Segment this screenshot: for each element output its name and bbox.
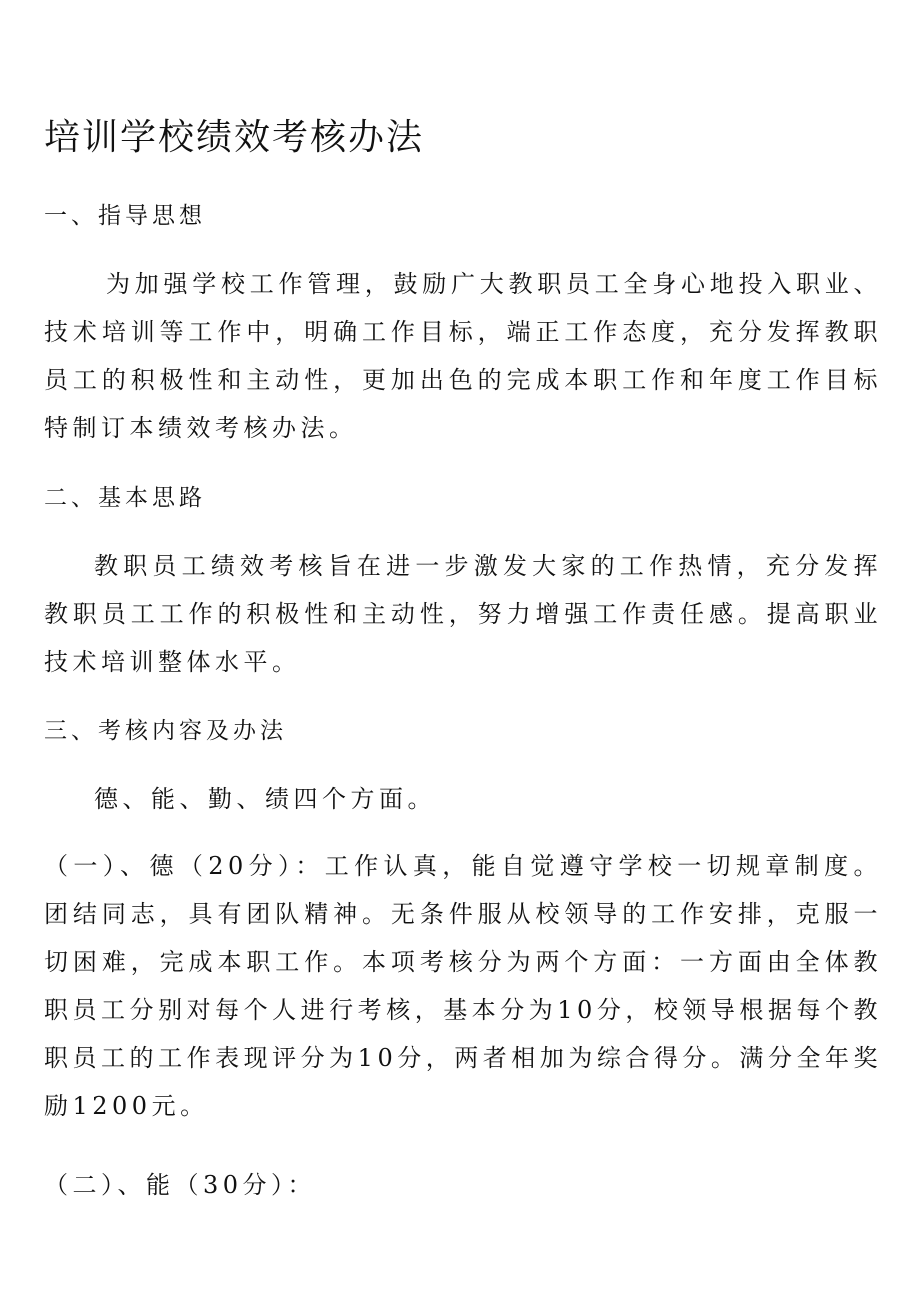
assessment-intro: 德、能、勤、绩四个方面。 [94,785,436,813]
assessment-item-ability: （二）、能（30分）： [44,1171,317,1199]
assessment-item-morality: （一）、德（20分）：工作认真，能自觉遵守学校一切规章制度。团结同志，具有团队精神。无条件服从校领导的工作安排，克服一切困难，完成本职工作。本项考核分为两个方面：一方面由全体教职员工分别对每个人进行考核，基本分为10分，校领导根据每个教职员工的工作表现评分为10分，两者相加为综合得分。满分全年奖励1200元。 [44,852,882,1120]
section-heading-basic-approach: 二、基本思路 [44,485,206,511]
section-heading-assessment: 三、考核内容及办法 [44,718,287,744]
document-title: 培训学校绩效考核办法 [44,117,425,158]
section-paragraph-basic-approach: 教职员工绩效考核旨在进一步激发大家的工作热情，充分发挥教职员工工作的积极性和主动性，努力增强工作责任感。提高职业技术培训整体水平。 [44,552,882,676]
section-paragraph-guiding-ideology: 为加强学校工作管理，鼓励广大教职员工全身心地投入职业、技术培训等工作中，明确工作目标，端正工作态度，充分发挥教职员工的积极性和主动性，更加出色的完成本职工作和年度工作目标特制订本绩效考核办法。 [44,270,882,442]
section-heading-guiding-ideology: 一、指导思想 [44,203,206,229]
